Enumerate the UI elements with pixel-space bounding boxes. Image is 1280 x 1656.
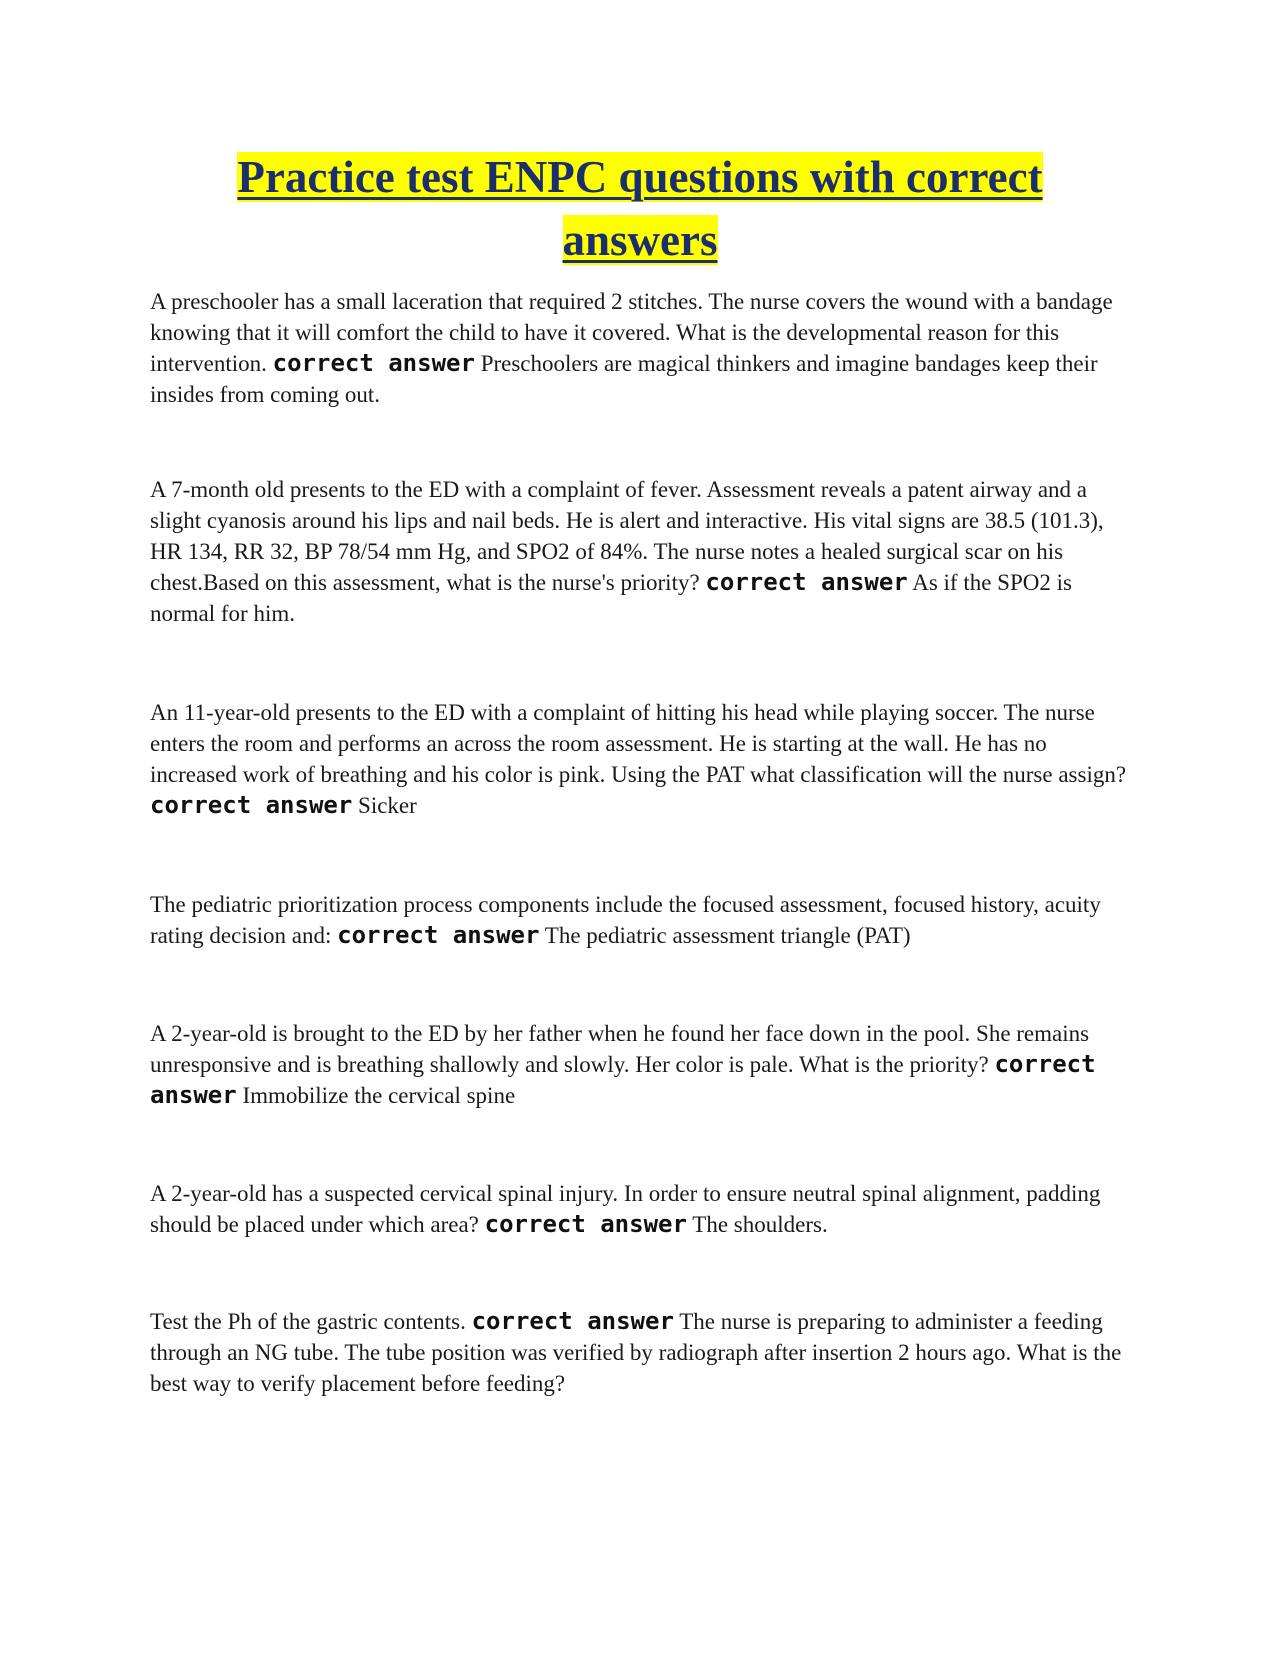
- answer-text: The pediatric assessment triangle (PAT): [544, 923, 911, 948]
- correct-answer-label: correct answer: [484, 1210, 687, 1238]
- correct-answer-label: correct answer: [471, 1307, 674, 1335]
- title-line-1: Practice test ENPC questions with correct: [237, 152, 1043, 202]
- question-text: Test the Ph of the gastric contents.: [150, 1309, 466, 1334]
- question-text: An 11-year-old presents to the ED with a complaint of hitting his head while playing soccer. The nurse enters the room and performs an across the room assessment. He is starting at the wall. He has no increased work of breathing and his color is pink. Using the PAT what classification will the nurse assign?: [150, 700, 1127, 787]
- page-title: [150, 146, 1130, 272]
- qa-list: [150, 286, 1130, 1399]
- answer-text: Immobilize the cervical spine: [242, 1083, 516, 1108]
- question-text: A preschooler has a small laceration that required 2 stitches. The nurse covers the wound with a bandage knowing that it will comfort the child to have it covered. What is the developmental reason for this intervention.: [150, 289, 1113, 376]
- qa-item-7: [150, 1306, 1130, 1399]
- spacer: [150, 629, 1130, 697]
- question-text: A 2-year-old is brought to the ED by her father when he found her face down in the pool. She remains unresponsive and is breathing shallowly and slowly. Her color is pale. What is the priority?: [150, 1021, 1090, 1077]
- qa-item-2: [150, 474, 1130, 629]
- correct-answer-label: correct answer: [272, 349, 475, 377]
- qa-item-5: [150, 1018, 1130, 1111]
- qa-item-4: [150, 889, 1130, 951]
- title-line-2: answers: [562, 215, 718, 265]
- question-text: A 7-month old presents to the ED with a complaint of fever. Assessment reveals a patent airway and a slight cyanosis around his lips and nail beds. He is alert and interactive. His vital signs are 38.5 (101.3), HR 134, RR 32, BP 78/54 mm Hg, and SPO2 of 84%. The nurse notes a healed surgical scar on his chest.Based on this assessment, what is the nurse's priority?: [150, 477, 1104, 595]
- spacer: [150, 1111, 1130, 1178]
- answer-text: As if the SPO2 is normal for him.: [150, 570, 1072, 626]
- answer-text: Sicker: [358, 793, 417, 818]
- answer-text: Preschoolers are magical thinkers and imagine bandages keep their insides from coming out.: [150, 351, 1098, 407]
- correct-answer-label: correct answer: [337, 921, 540, 949]
- correct-answer-label: correct answer: [150, 791, 353, 819]
- qa-item-1: [150, 286, 1130, 410]
- spacer: [150, 410, 1130, 474]
- qa-item-6: [150, 1178, 1130, 1240]
- spacer: [150, 1240, 1130, 1306]
- spacer: [150, 821, 1130, 889]
- correct-answer-label: correct answer: [705, 568, 908, 596]
- correct-answer-label: correct answer: [150, 1050, 1096, 1109]
- question-text: The pediatric prioritization process components include the focused assessment, focused history, acuity rating decision and:: [150, 892, 1101, 948]
- answer-text: The nurse is preparing to administer a feeding through an NG tube. The tube position was verified by radiograph after insertion 2 hours ago. What is the best way to verify placement before feeding?: [150, 1309, 1122, 1396]
- question-text: A 2-year-old has a suspected cervical spinal injury. In order to ensure neutral spinal alignment, padding should be placed under which area?: [150, 1181, 1101, 1237]
- spacer: [150, 951, 1130, 1018]
- answer-text: The shoulders.: [692, 1212, 828, 1237]
- qa-item-3: [150, 697, 1130, 821]
